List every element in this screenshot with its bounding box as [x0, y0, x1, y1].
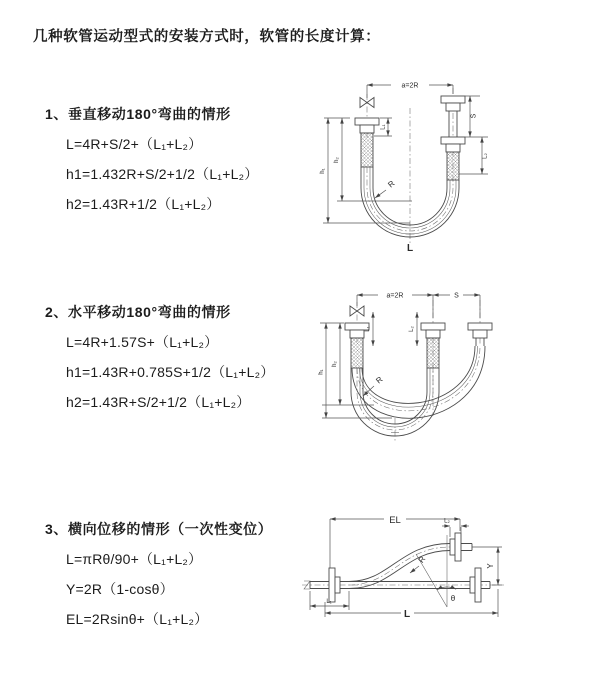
dim-label-l1: L₁	[326, 599, 332, 605]
section-3-heading: 3、横向位移的情形（一次性变位）	[45, 521, 273, 537]
length-label: L	[406, 243, 414, 254]
formula-line: Y=2R（1-cosθ）	[66, 581, 174, 597]
upper-fitting	[450, 533, 472, 561]
diagram-lateral-displacement	[302, 507, 594, 633]
left-fitting	[355, 118, 379, 167]
dim-label-s: S	[470, 113, 478, 119]
dimension-s	[465, 96, 488, 137]
dim-label-s: S	[454, 292, 459, 300]
dim-label-el: EL	[389, 515, 401, 526]
dim-label-l2: L₂	[409, 326, 415, 332]
dim-label-h1: h₁	[320, 168, 326, 174]
radius-label: R	[374, 374, 385, 386]
formula-line: EL=2Rsinθ+（L₁+L₂）	[66, 611, 209, 627]
dimension-s	[433, 290, 480, 300]
middle-fitting	[421, 323, 445, 368]
radius-callout	[375, 179, 397, 198]
formula-line: L=4R+1.57S+（L₁+L₂）	[66, 334, 219, 350]
dimension-el	[330, 513, 460, 568]
radius-callout	[410, 554, 427, 573]
section-lateral-displacement	[45, 519, 272, 629]
dim-label-l2: L₂	[444, 518, 450, 525]
right-fitting	[441, 96, 465, 180]
dim-label-l1: L₁	[365, 326, 371, 332]
dim-label-a2r: a=2R	[386, 292, 404, 300]
section-horizontal-movement	[45, 302, 274, 412]
dimension-a-2r	[367, 80, 453, 98]
page-title: 几种软管运动型式的安装方式时，软管的长度计算：	[33, 29, 381, 45]
dim-label-h2: h₂	[332, 361, 338, 367]
dim-label-l2: L₂	[482, 153, 489, 159]
dim-label-h2: h₂	[334, 157, 340, 163]
dimension-l1	[365, 312, 373, 346]
dim-label-a2r: a=2R	[401, 82, 419, 90]
section-1-heading: 1、垂直移动180°弯曲的情形	[45, 106, 231, 122]
diagram-vertical-movement-180-bend	[312, 74, 592, 256]
formula-line: h1=1.43R+0.785S+1/2（L₁+L₂）	[66, 364, 275, 380]
dimension-l2	[409, 312, 417, 346]
section-2-heading: 2、水平移动180°弯曲的情形	[45, 304, 231, 320]
radius-label: R	[416, 554, 428, 565]
radius-label: R	[386, 178, 397, 190]
formula-line: h2=1.43R+1/2（L₁+L₂）	[66, 196, 221, 212]
dim-label-y: Y	[486, 563, 495, 569]
formula-line: h1=1.432R+S/2+1/2（L₁+L₂）	[66, 166, 259, 182]
formula-line: L=4R+S/2+（L₁+L₂）	[66, 136, 203, 152]
angle-label: θ	[450, 594, 456, 603]
dimension-l	[325, 589, 498, 620]
hose-u-bend-moved	[352, 346, 485, 418]
section-vertical-movement	[45, 104, 258, 214]
dim-label-h1: h₁	[318, 369, 325, 375]
dim-label-l1: L₁	[380, 124, 387, 130]
formula-line: h2=1.43R+S/2+1/2（L₁+L₂）	[66, 394, 251, 410]
dim-label-l: L	[403, 609, 411, 620]
formula-line: L=πRθ/90+（L₁+L₂）	[66, 551, 203, 567]
diagram-horizontal-movement-180-bend	[312, 284, 592, 452]
